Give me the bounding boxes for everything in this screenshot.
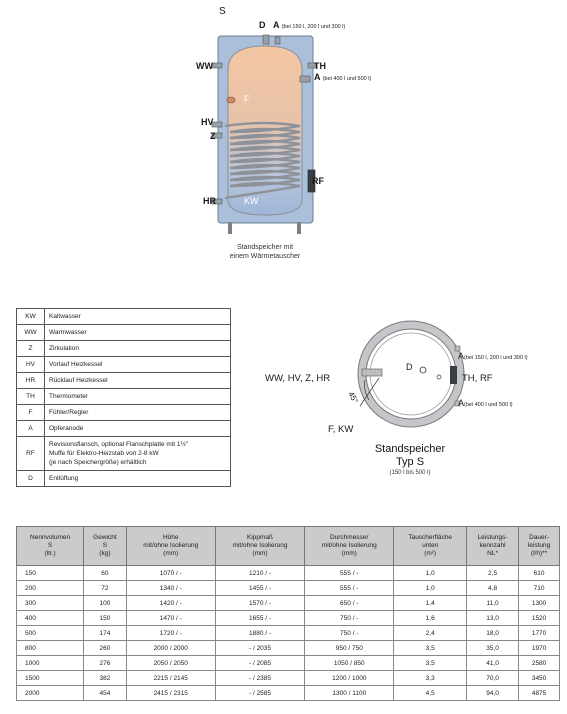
table-cell: 2000 xyxy=(17,686,84,701)
table-cell: - / 2585 xyxy=(215,686,304,701)
tank-label-a-mid-note: (bei 400 l und 500 l) xyxy=(322,76,372,82)
legend-description: Fühler/Regler xyxy=(45,405,231,421)
table-cell: 950 / 750 xyxy=(305,641,394,656)
tank-caption-line1: Standspeicher mit xyxy=(236,244,294,251)
table-row xyxy=(17,656,560,671)
table-cell: 1,6 xyxy=(394,611,467,626)
legend-description: Vorlauf Heizkessel xyxy=(45,357,231,373)
legend-description: Zirkulation xyxy=(45,341,231,357)
topview-label-left: WW, HV, Z, HR xyxy=(265,373,331,384)
spec-header-line: Nennvolumen xyxy=(30,534,71,541)
legend-description: Rücklauf Heizkessel xyxy=(45,373,231,389)
top-view-drawing xyxy=(355,318,467,430)
spec-header-line: Gewicht xyxy=(93,534,117,541)
tank-label-a-top-letter: A xyxy=(273,20,280,30)
table-row xyxy=(17,671,560,686)
legend-description: Warmwasser xyxy=(45,325,231,341)
legend-description: Opferanode xyxy=(45,421,231,437)
legend-row xyxy=(17,341,231,357)
table-cell: 4,5 xyxy=(394,686,467,701)
table-cell: 1420 / - xyxy=(126,596,215,611)
tank-label-kw: KW xyxy=(244,196,259,206)
spec-header-cell xyxy=(126,527,215,566)
table-cell: 3,3 xyxy=(394,671,467,686)
table-cell: 750 / - xyxy=(305,626,394,641)
tank-drawing xyxy=(195,0,370,245)
table-cell: 1720 / - xyxy=(126,626,215,641)
table-cell: 1470 / - xyxy=(126,611,215,626)
table-cell: 1880 / - xyxy=(215,626,304,641)
legend-code: HV xyxy=(17,357,45,373)
tank-label-rf: RF xyxy=(312,176,324,186)
topview-label-a-top xyxy=(458,351,528,361)
table-cell: 60 xyxy=(84,566,126,581)
tank-label-ww: WW xyxy=(196,61,213,71)
table-cell: 710 xyxy=(519,581,560,596)
spec-header-line: NL* xyxy=(487,550,498,557)
table-cell: 2050 / 2050 xyxy=(126,656,215,671)
table-cell: - / 2035 xyxy=(215,641,304,656)
table-cell: 100 xyxy=(84,596,126,611)
topview-title-1: Standspeicher xyxy=(374,443,446,455)
legend-table xyxy=(16,308,231,487)
tank-s-label: S xyxy=(219,6,226,17)
spec-header-line: mit/ohne Isolierung xyxy=(143,542,199,549)
topview-label-a-bottom-letter: A xyxy=(458,398,465,408)
tank-label-hv: HV xyxy=(201,117,214,127)
spec-header-line: (m²) xyxy=(424,550,437,557)
table-cell: 650 / - xyxy=(305,596,394,611)
table-cell: 1210 / - xyxy=(215,566,304,581)
spec-table xyxy=(16,526,560,701)
table-row xyxy=(17,611,560,626)
topview-label-a-bottom-note: (bei 400 l und 500 l) xyxy=(464,402,513,408)
table-cell: 1300 xyxy=(519,596,560,611)
legend-code: D xyxy=(17,471,45,487)
spec-header-cell xyxy=(17,527,84,566)
tank-label-a-top-note: (bei 150 l, 200 l und 300 l) xyxy=(281,24,346,30)
table-row xyxy=(17,596,560,611)
table-cell: 1520 xyxy=(519,611,560,626)
topview-title-block xyxy=(360,443,460,478)
spec-header-cell xyxy=(215,527,304,566)
legend-row xyxy=(17,357,231,373)
table-row xyxy=(17,566,560,581)
table-cell: 3450 xyxy=(519,671,560,686)
table-cell: 3,5 xyxy=(394,641,467,656)
spec-header-line: leistung xyxy=(527,542,551,549)
table-cell: 2,4 xyxy=(394,626,467,641)
table-cell: 1000 xyxy=(17,656,84,671)
legend-row xyxy=(17,405,231,421)
table-cell: 13,0 xyxy=(467,611,519,626)
table-cell: 260 xyxy=(84,641,126,656)
tank-label-z: Z xyxy=(210,131,216,141)
spec-header-line: (mm) xyxy=(163,550,179,557)
topview-label-a-top-letter: A xyxy=(458,351,465,361)
spec-header-line: (mm) xyxy=(341,550,357,557)
table-cell: 1770 xyxy=(519,626,560,641)
spec-header-cell xyxy=(467,527,519,566)
table-cell: 150 xyxy=(17,566,84,581)
spec-header-line: (kg) xyxy=(99,550,111,557)
topview-label-th-rf: TH, RF xyxy=(462,373,493,384)
table-cell: 18,0 xyxy=(467,626,519,641)
table-cell: 1655 / - xyxy=(215,611,304,626)
table-cell: 1200 / 1000 xyxy=(305,671,394,686)
table-cell: 174 xyxy=(84,626,126,641)
table-cell: 200 xyxy=(17,581,84,596)
spec-header-cell xyxy=(394,527,467,566)
spec-header-line: Leistungs- xyxy=(477,534,508,541)
table-cell: 454 xyxy=(84,686,126,701)
table-cell: 70,0 xyxy=(467,671,519,686)
table-cell: 2,5 xyxy=(467,566,519,581)
tank-caption-line2: einem Wärmetauscher xyxy=(229,253,301,260)
legend-row xyxy=(17,437,231,471)
tank-label-th: TH xyxy=(314,61,326,71)
tank-caption xyxy=(205,243,325,261)
legend-code: WW xyxy=(17,325,45,341)
table-row xyxy=(17,686,560,701)
table-cell: - / 2085 xyxy=(215,656,304,671)
legend-description-line: Muffe für Elektro-Heizstab von 2-8 kW xyxy=(49,450,159,457)
table-cell: 4875 xyxy=(519,686,560,701)
spec-header-cell xyxy=(305,527,394,566)
table-cell: 41,0 xyxy=(467,656,519,671)
spec-header-line: Kippmaß xyxy=(247,534,274,541)
legend-description-line: (je nach Speichergröße) erhältlich xyxy=(49,459,147,466)
legend-row xyxy=(17,471,231,487)
table-cell: 1,0 xyxy=(394,566,467,581)
table-cell: 35,0 xyxy=(467,641,519,656)
table-cell: 1050 / 850 xyxy=(305,656,394,671)
spec-header-line: Tauscherfläche xyxy=(408,534,453,541)
table-cell: 1500 xyxy=(17,671,84,686)
table-cell: 94,0 xyxy=(467,686,519,701)
legend-code: A xyxy=(17,421,45,437)
topview-angle-label: 45° xyxy=(346,390,360,405)
spec-header-line: (l/h)** xyxy=(530,550,548,557)
table-cell: 2580 xyxy=(519,656,560,671)
spec-header-line: mit/ohne Isolierung xyxy=(321,542,377,549)
legend-description: Entlüftung xyxy=(45,471,231,487)
tank-label-hr: HR xyxy=(203,196,216,206)
spec-header-line: (mm) xyxy=(252,550,268,557)
tank-label-f: F xyxy=(244,94,250,104)
spec-header-line: (ltr.) xyxy=(44,550,56,557)
table-row xyxy=(17,641,560,656)
table-cell: 1300 / 1100 xyxy=(305,686,394,701)
legend-code: HR xyxy=(17,373,45,389)
spec-header-line: S xyxy=(47,542,53,549)
table-cell: 300 xyxy=(17,596,84,611)
tank-label-a-mid xyxy=(314,72,371,82)
spec-header-line: Höhe xyxy=(162,534,179,541)
topview-label-a-top-note: (bei 150 l, 200 l und 300 l) xyxy=(464,355,528,361)
legend-row xyxy=(17,373,231,389)
topview-label-f-kw: F, KW xyxy=(328,424,354,435)
table-row xyxy=(17,581,560,596)
legend-code: RF xyxy=(17,437,45,471)
legend-code: KW xyxy=(17,309,45,325)
spec-header-cell xyxy=(84,527,126,566)
legend-description xyxy=(45,437,231,471)
legend-code: TH xyxy=(17,389,45,405)
table-cell: 1,0 xyxy=(394,581,467,596)
spec-header-line: Dauer- xyxy=(529,534,549,541)
table-cell: 1570 / - xyxy=(215,596,304,611)
topview-label-a-bottom xyxy=(458,398,513,408)
table-cell: 1,4 xyxy=(394,596,467,611)
spec-header-line: S xyxy=(102,542,108,549)
legend-description-line: Revisionsflansch, optional Flanschplatte mit 1½" xyxy=(49,441,189,448)
legend-row xyxy=(17,309,231,325)
tank-label-a-top xyxy=(273,20,345,30)
table-cell: 2000 / 2000 xyxy=(126,641,215,656)
legend-row xyxy=(17,421,231,437)
table-cell: 1070 / - xyxy=(126,566,215,581)
legend-code: F xyxy=(17,405,45,421)
spec-header-line: unten xyxy=(422,542,439,549)
table-cell: 1970 xyxy=(519,641,560,656)
table-cell: 2215 / 2145 xyxy=(126,671,215,686)
table-cell: 1340 / - xyxy=(126,581,215,596)
spec-header-cell xyxy=(519,527,560,566)
table-cell: 11,0 xyxy=(467,596,519,611)
spec-header-line: kennzahl xyxy=(479,542,506,549)
table-cell: 4,8 xyxy=(467,581,519,596)
table-cell: 3,5 xyxy=(394,656,467,671)
legend-description: Thermometer xyxy=(45,389,231,405)
table-cell: 555 / - xyxy=(305,581,394,596)
table-cell: 400 xyxy=(17,611,84,626)
table-cell: 150 xyxy=(84,611,126,626)
table-cell: 610 xyxy=(519,566,560,581)
legend-description: Kaltwasser xyxy=(45,309,231,325)
table-cell: 382 xyxy=(84,671,126,686)
table-cell: 500 xyxy=(17,626,84,641)
table-cell: - / 2385 xyxy=(215,671,304,686)
spec-header-line: Durchmesser xyxy=(329,534,369,541)
tank-label-a-mid-letter: A xyxy=(314,72,321,82)
table-cell: 2415 / 2315 xyxy=(126,686,215,701)
topview-subtitle: (150 l bis 500 l) xyxy=(389,470,431,476)
table-cell: 750 / - xyxy=(305,611,394,626)
table-cell: 276 xyxy=(84,656,126,671)
topview-label-d: D xyxy=(406,362,413,372)
topview-title-2: Typ S xyxy=(395,456,425,468)
spec-header-line: mit/ohne Isolierung xyxy=(232,542,288,549)
legend-row xyxy=(17,389,231,405)
table-cell: 555 / - xyxy=(305,566,394,581)
table-cell: 1455 / - xyxy=(215,581,304,596)
legend-code: Z xyxy=(17,341,45,357)
tank-label-d: D xyxy=(259,20,266,30)
legend-row xyxy=(17,325,231,341)
table-cell: 72 xyxy=(84,581,126,596)
table-row xyxy=(17,626,560,641)
table-cell: 800 xyxy=(17,641,84,656)
